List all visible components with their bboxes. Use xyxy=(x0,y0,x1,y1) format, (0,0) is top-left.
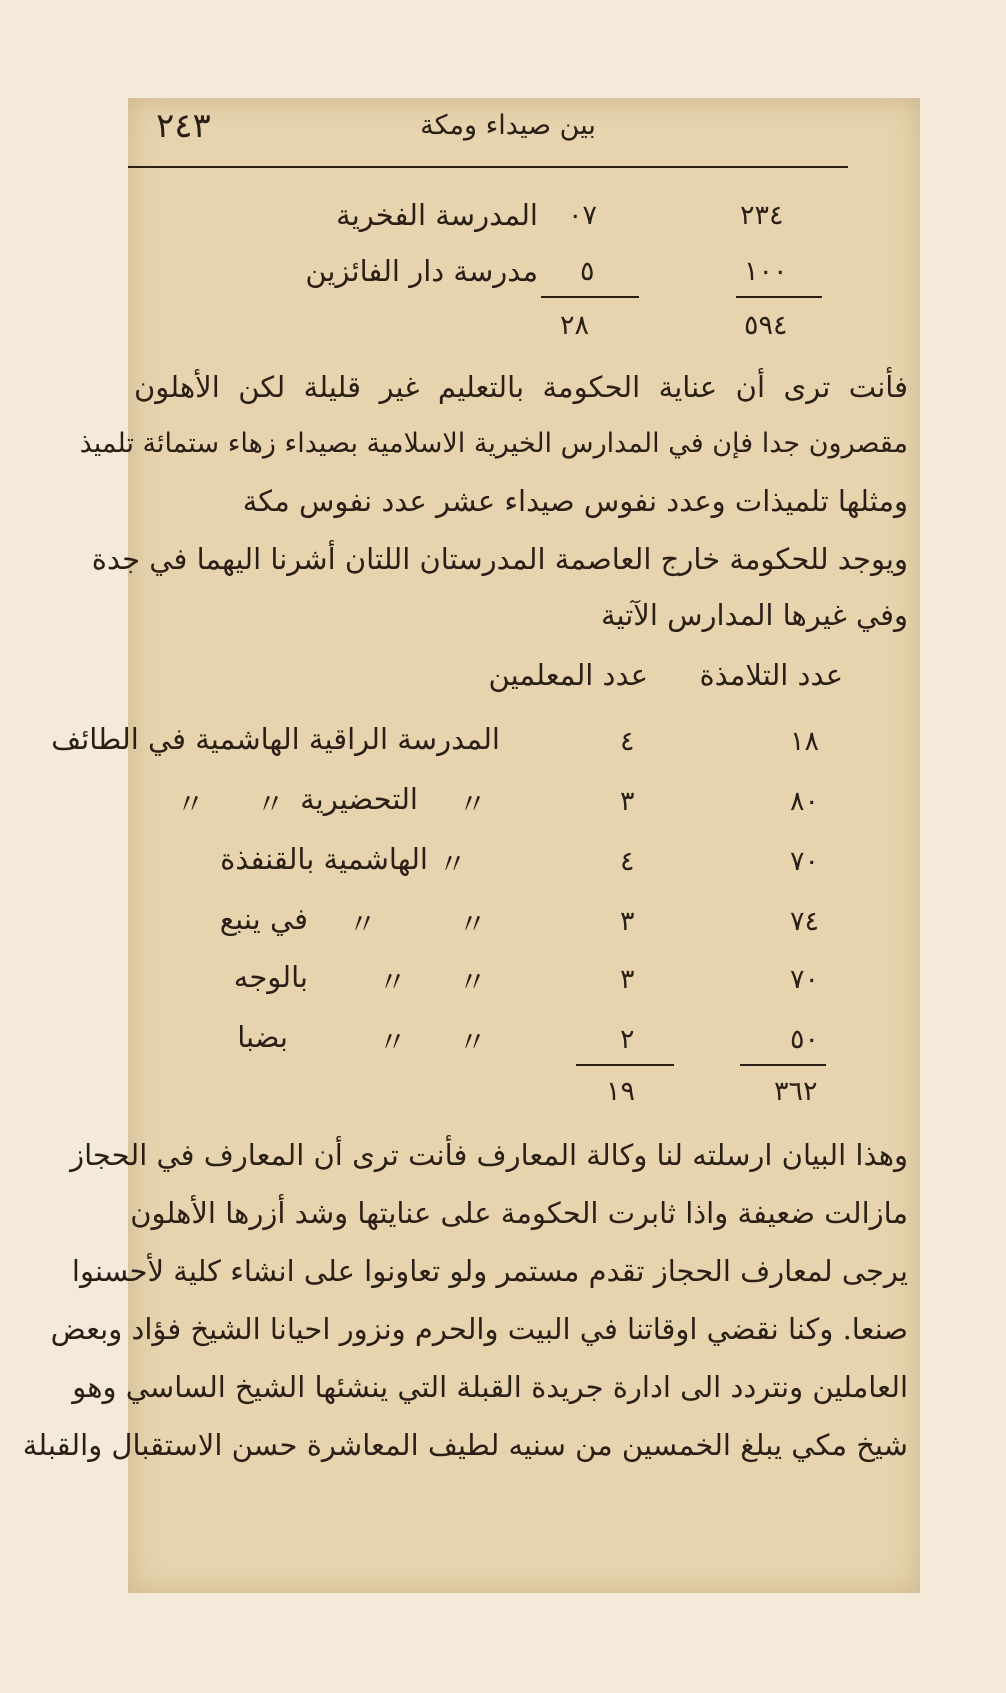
t2-ditto-2a: 〃 xyxy=(458,787,488,821)
para1-line-1: فأنت ترى أن عناية الحكومة بالتعليم غير قليلة لكن الأهلون xyxy=(134,370,908,404)
para1-line-3: ومثلها تلميذات وعدد نفوس صيداء عشر عدد نفوس مكة xyxy=(242,484,908,518)
t2-ditto-5b: 〃 xyxy=(378,965,408,999)
t2-students-5: ٧٠ xyxy=(790,964,820,995)
page-number: ٢٤٣ xyxy=(156,106,211,146)
t2-header-teachers: عدد المعلمين xyxy=(488,658,648,692)
t2-ditto-4b: 〃 xyxy=(348,907,378,941)
t2-total-teachers: ١٩ xyxy=(606,1076,636,1107)
t1-total-students: ٥٩٤ xyxy=(744,310,788,341)
t1-total-teachers: ٢٨ xyxy=(560,310,590,341)
t2-school-2: التحضيرية xyxy=(300,782,418,816)
t2-teachers-6: ٢ xyxy=(620,1024,635,1055)
t1-school-2: مدرسة دار الفائزين xyxy=(305,254,538,288)
t2-students-4: ٧٤ xyxy=(790,906,820,937)
para1-line-2: مقصرون جدا فإن في المدارس الخيرية الاسلامية بصيداء زهاء ستمائة تلميذ xyxy=(79,428,908,459)
t2-teachers-2: ٣ xyxy=(620,786,635,817)
t2-teachers-3: ٤ xyxy=(620,846,635,877)
running-title: بين صيداء ومكة xyxy=(420,110,596,141)
t1-students-1: ٢٣٤ xyxy=(740,200,784,231)
t2-school-4: في ينبع xyxy=(219,902,308,936)
t2-students-6: ٥٠ xyxy=(790,1024,820,1055)
t2-students-1: ١٨ xyxy=(790,726,820,757)
t1-school-1: المدرسة الفخرية xyxy=(336,198,538,232)
header-rule xyxy=(128,166,848,168)
t2-total-rule-students xyxy=(740,1064,826,1066)
t1-total-rule-students xyxy=(736,296,822,298)
para2-line-2: وفي غيرها المدارس الآتية xyxy=(600,598,908,632)
t2-teachers-1: ٤ xyxy=(620,726,635,757)
t2-students-3: ٧٠ xyxy=(790,846,820,877)
para3-line-2: مازالت ضعيفة واذا ثابرت الحكومة على عنايتها وشد أزرها الأهلون xyxy=(130,1196,908,1230)
t2-school-5: بالوجه xyxy=(233,960,308,994)
para3-line-5: العاملين ونتردد الى ادارة جريدة القبلة التي ينشئها الشيخ الساسي وهو xyxy=(72,1370,908,1404)
para3-line-1: وهذا البيان ارسلته لنا وكالة المعارف فأنت ترى أن المعارف في الحجاز xyxy=(70,1138,908,1172)
t2-ditto-2b: 〃 xyxy=(256,787,286,821)
para3-line-6: شيخ مكي يبلغ الخمسين من سنيه لطيف المعاشرة حسن الاستقبال والقبلة xyxy=(22,1428,908,1462)
para3-line-3: يرجى لمعارف الحجاز تقدم مستمر ولو تعاونوا على انشاء كلية لأحسنوا xyxy=(71,1254,908,1288)
t2-ditto-3a: 〃 xyxy=(438,847,468,881)
t2-teachers-4: ٣ xyxy=(620,906,635,937)
para3-line-4: صنعا. وكنا نقضي اوقاتنا في البيت والحرم ونزور احيانا الشيخ فؤاد وبعض xyxy=(50,1312,908,1346)
t2-ditto-6a: 〃 xyxy=(458,1025,488,1059)
t2-school-1: المدرسة الراقية الهاشمية في الطائف xyxy=(51,722,500,756)
t1-total-rule-teachers xyxy=(541,296,639,298)
t1-teachers-2: ٥ xyxy=(580,256,595,287)
t2-school-6: بضبا xyxy=(237,1020,288,1054)
t2-ditto-2c: 〃 xyxy=(176,787,206,821)
t2-header-students: عدد التلامذة xyxy=(699,658,843,692)
t2-teachers-5: ٣ xyxy=(620,964,635,995)
t1-teachers-1: ٠٧ xyxy=(568,200,598,231)
t2-ditto-4a: 〃 xyxy=(458,907,488,941)
t2-total-rule-teachers xyxy=(576,1064,674,1066)
t2-school-3: الهاشمية بالقنفذة xyxy=(220,842,428,876)
t2-ditto-5a: 〃 xyxy=(458,965,488,999)
t2-ditto-6b: 〃 xyxy=(378,1025,408,1059)
t1-students-2: ١٠٠ xyxy=(744,256,788,287)
book-page xyxy=(22,98,920,1593)
t2-students-2: ٨٠ xyxy=(790,786,820,817)
para2-line-1: ويوجد للحكومة خارج العاصمة المدرستان اللتان أشرنا اليهما في جدة xyxy=(91,542,908,576)
t2-total-students: ٣٦٢ xyxy=(774,1076,818,1107)
